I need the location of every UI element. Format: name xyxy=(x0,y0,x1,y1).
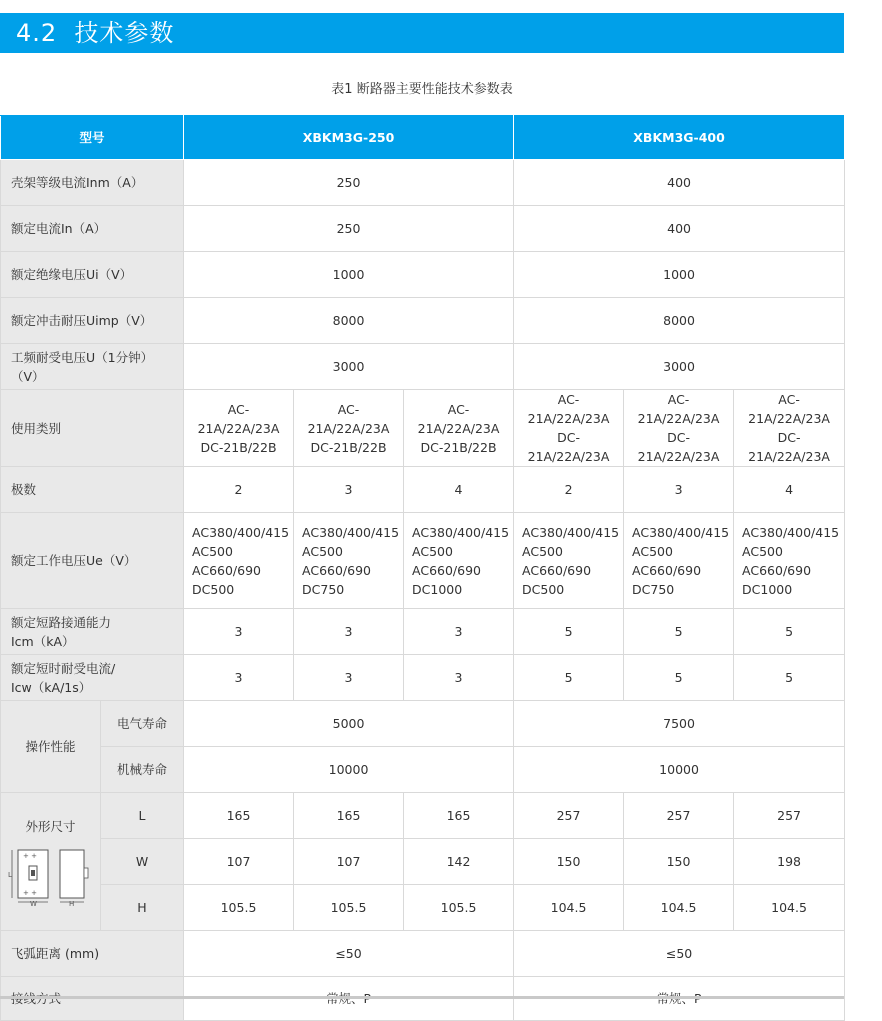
cell-value: 400 xyxy=(514,160,845,206)
cell-value: 105.5 xyxy=(294,885,404,931)
cell-value: 3 xyxy=(184,655,294,701)
cell-value: 10000 xyxy=(184,747,514,793)
cell-value: 3 xyxy=(294,655,404,701)
dimensions-label-group xyxy=(5,817,96,906)
sub-label-dim-l: L xyxy=(101,793,184,839)
row-label-arc-distance: 飞弧距离 (mm) xyxy=(1,931,184,977)
figure-label-h: H xyxy=(68,900,74,906)
cell-line: AC660/690 xyxy=(302,562,372,578)
cell-line: AC-21A/22A/23A xyxy=(748,392,830,426)
label-line: 额定短时耐受电流/ xyxy=(11,660,116,676)
cell-line: AC500 xyxy=(412,543,453,559)
figure-label-w: W xyxy=(29,900,37,906)
table-row xyxy=(1,885,845,931)
cell-line: AC660/690 xyxy=(522,562,592,578)
cell-value: ≤50 xyxy=(184,931,514,977)
cell-line: AC380/400/415 xyxy=(742,524,840,540)
cell-line: AC-21A/22A/23A xyxy=(637,392,720,426)
cell-value: 107 xyxy=(184,839,294,885)
table-row xyxy=(1,931,845,977)
cell-line: DC500 xyxy=(522,581,565,597)
section-title: 技术参数 xyxy=(74,19,175,47)
cell-value: 5000 xyxy=(184,701,514,747)
cell-value xyxy=(404,390,514,467)
cell-value: 198 xyxy=(734,839,845,885)
cell-value: 257 xyxy=(624,793,734,839)
cell-value: 4 xyxy=(404,467,514,513)
row-label-operating-voltage: 额定工作电压Ue（V） xyxy=(1,513,184,609)
row-label-short-time-current xyxy=(1,655,184,701)
cell-value: 3000 xyxy=(514,344,845,390)
cell-value xyxy=(294,390,404,467)
cell-value: 5 xyxy=(734,655,845,701)
label-line: 额定短路接通能力 xyxy=(11,614,112,630)
table-row xyxy=(1,839,845,885)
cell-line: DC-21A/22A/23A xyxy=(637,430,720,464)
cell-value: 1000 xyxy=(514,252,845,298)
cell-line: DC-21B/22B xyxy=(420,439,497,455)
cell-value xyxy=(184,390,294,467)
cell-line: AC380/400/415 xyxy=(412,524,510,540)
cell-value: 3 xyxy=(184,609,294,655)
row-label-rated-current: 额定电流In（A） xyxy=(1,206,184,252)
cell-value: 5 xyxy=(624,655,734,701)
cell-value: 250 xyxy=(184,160,514,206)
svg-text:+ +: + + xyxy=(22,852,37,860)
table-row xyxy=(1,747,845,793)
cell-value: 250 xyxy=(184,206,514,252)
cell-line: AC500 xyxy=(522,543,563,559)
cell-line: DC1000 xyxy=(412,581,463,597)
cell-value: 150 xyxy=(624,839,734,885)
cell-line: DC500 xyxy=(192,581,235,597)
cell-line: AC380/400/415 xyxy=(632,524,730,540)
cell-value: 257 xyxy=(514,793,624,839)
cell-value xyxy=(294,513,404,609)
cell-line: AC500 xyxy=(632,543,673,559)
sub-label-dim-w: W xyxy=(101,839,184,885)
table-row xyxy=(1,655,845,701)
cell-line: AC660/690 xyxy=(632,562,702,578)
model-header: 型号 xyxy=(1,116,184,160)
spec-table xyxy=(0,115,845,1021)
table-row xyxy=(1,344,845,390)
cell-value: 165 xyxy=(294,793,404,839)
cell-value: 142 xyxy=(404,839,514,885)
cell-line: DC-21B/22B xyxy=(200,439,277,455)
cell-value: 3 xyxy=(404,609,514,655)
sub-label-mechanical-life: 机械寿命 xyxy=(101,747,184,793)
cell-value xyxy=(734,390,845,467)
table-row xyxy=(1,390,845,467)
row-label-utilization-category: 使用类别 xyxy=(1,390,184,467)
cell-value: 1000 xyxy=(184,252,514,298)
cell-value: 3000 xyxy=(184,344,514,390)
table-header-row xyxy=(1,116,845,160)
model-b-header: XBKM3G-400 xyxy=(514,116,845,160)
table-row xyxy=(1,513,845,609)
cell-value: 104.5 xyxy=(734,885,845,931)
cell-line: AC380/400/415 xyxy=(302,524,400,540)
section-title-bar xyxy=(0,13,844,53)
table-row xyxy=(1,252,845,298)
label-line: Icw（kA/1s） xyxy=(11,679,92,695)
sub-label-electrical-life: 电气寿命 xyxy=(101,701,184,747)
sub-label-dim-h: H xyxy=(101,885,184,931)
cell-line: AC-21A/22A/23A xyxy=(197,401,280,436)
cell-value: 5 xyxy=(514,655,624,701)
cell-line: DC750 xyxy=(302,581,345,597)
cell-line: AC660/690 xyxy=(412,562,482,578)
cell-value: 150 xyxy=(514,839,624,885)
table-row xyxy=(1,467,845,513)
cell-value xyxy=(624,513,734,609)
cell-value: 8000 xyxy=(184,298,514,344)
row-label-insulation-voltage: 额定绝缘电压Ui（V） xyxy=(1,252,184,298)
cell-value: 3 xyxy=(294,609,404,655)
cell-line: DC750 xyxy=(632,581,675,597)
cell-line: DC-21A/22A/23A xyxy=(748,430,830,464)
cell-line: AC660/690 xyxy=(192,562,262,578)
cell-line: AC500 xyxy=(742,543,783,559)
row-label-power-freq-voltage xyxy=(1,344,184,390)
table-row xyxy=(1,206,845,252)
cell-value: 3 xyxy=(624,467,734,513)
cell-line: DC-21B/22B xyxy=(310,439,387,455)
cell-value: 3 xyxy=(404,655,514,701)
cell-value: 3 xyxy=(294,467,404,513)
cell-value: 5 xyxy=(734,609,845,655)
bottom-divider xyxy=(0,996,844,999)
table-caption: 表1 断路器主要性能技术参数表 xyxy=(331,82,513,97)
cell-value: 105.5 xyxy=(404,885,514,931)
cell-value: 2 xyxy=(184,467,294,513)
row-label-frame-current: 壳架等级电流Inm（A） xyxy=(1,160,184,206)
cell-line: AC-21A/22A/23A xyxy=(307,401,390,436)
label-line: Icm（kA） xyxy=(11,633,75,649)
cell-line: DC-21A/22A/23A xyxy=(527,430,610,464)
cell-value: 7500 xyxy=(514,701,845,747)
row-label-poles: 极数 xyxy=(1,467,184,513)
cell-value: 104.5 xyxy=(624,885,734,931)
label-line: 工频耐受电压U（1分钟） xyxy=(11,349,154,365)
table-row xyxy=(1,160,845,206)
row-label-impulse-voltage: 额定冲击耐压Uimp（V） xyxy=(1,298,184,344)
cell-value xyxy=(184,513,294,609)
cell-line: AC380/400/415 xyxy=(522,524,620,540)
dimensions-title: 外形尺寸 xyxy=(25,819,76,834)
cell-line: DC1000 xyxy=(742,581,793,597)
model-a-header: XBKM3G-250 xyxy=(184,116,514,160)
cell-line: AC380/400/415 xyxy=(192,524,290,540)
breaker-outline-figure xyxy=(8,846,94,906)
cell-value: 5 xyxy=(624,609,734,655)
row-label-making-capacity xyxy=(1,609,184,655)
cell-value: 104.5 xyxy=(514,885,624,931)
table-row xyxy=(1,701,845,747)
cell-line: AC500 xyxy=(192,543,233,559)
figure-label-l: L xyxy=(7,871,12,879)
cell-line: AC-21A/22A/23A xyxy=(527,392,610,426)
cell-value: 105.5 xyxy=(184,885,294,931)
label-line: （V） xyxy=(11,368,45,384)
table-row xyxy=(1,298,845,344)
cell-value: 8000 xyxy=(514,298,845,344)
row-label-operating-performance: 操作性能 xyxy=(1,701,101,793)
cell-value: 5 xyxy=(514,609,624,655)
cell-line: AC660/690 xyxy=(742,562,812,578)
table-row xyxy=(1,793,845,839)
row-label-dimensions xyxy=(1,793,101,931)
cell-value xyxy=(514,390,624,467)
cell-value xyxy=(624,390,734,467)
cell-value: 107 xyxy=(294,839,404,885)
cell-value: ≤50 xyxy=(514,931,845,977)
cell-value: 10000 xyxy=(514,747,845,793)
cell-line: AC500 xyxy=(302,543,343,559)
cell-value: 400 xyxy=(514,206,845,252)
cell-value xyxy=(514,513,624,609)
cell-value xyxy=(404,513,514,609)
cell-line: AC-21A/22A/23A xyxy=(417,401,500,436)
cell-value: 2 xyxy=(514,467,624,513)
section-number: 4.2 xyxy=(16,19,58,47)
svg-text:+ +: + + xyxy=(22,889,37,897)
cell-value: 4 xyxy=(734,467,845,513)
cell-value xyxy=(734,513,845,609)
cell-value: 165 xyxy=(404,793,514,839)
cell-value: 165 xyxy=(184,793,294,839)
cell-value: 257 xyxy=(734,793,845,839)
table-row xyxy=(1,609,845,655)
